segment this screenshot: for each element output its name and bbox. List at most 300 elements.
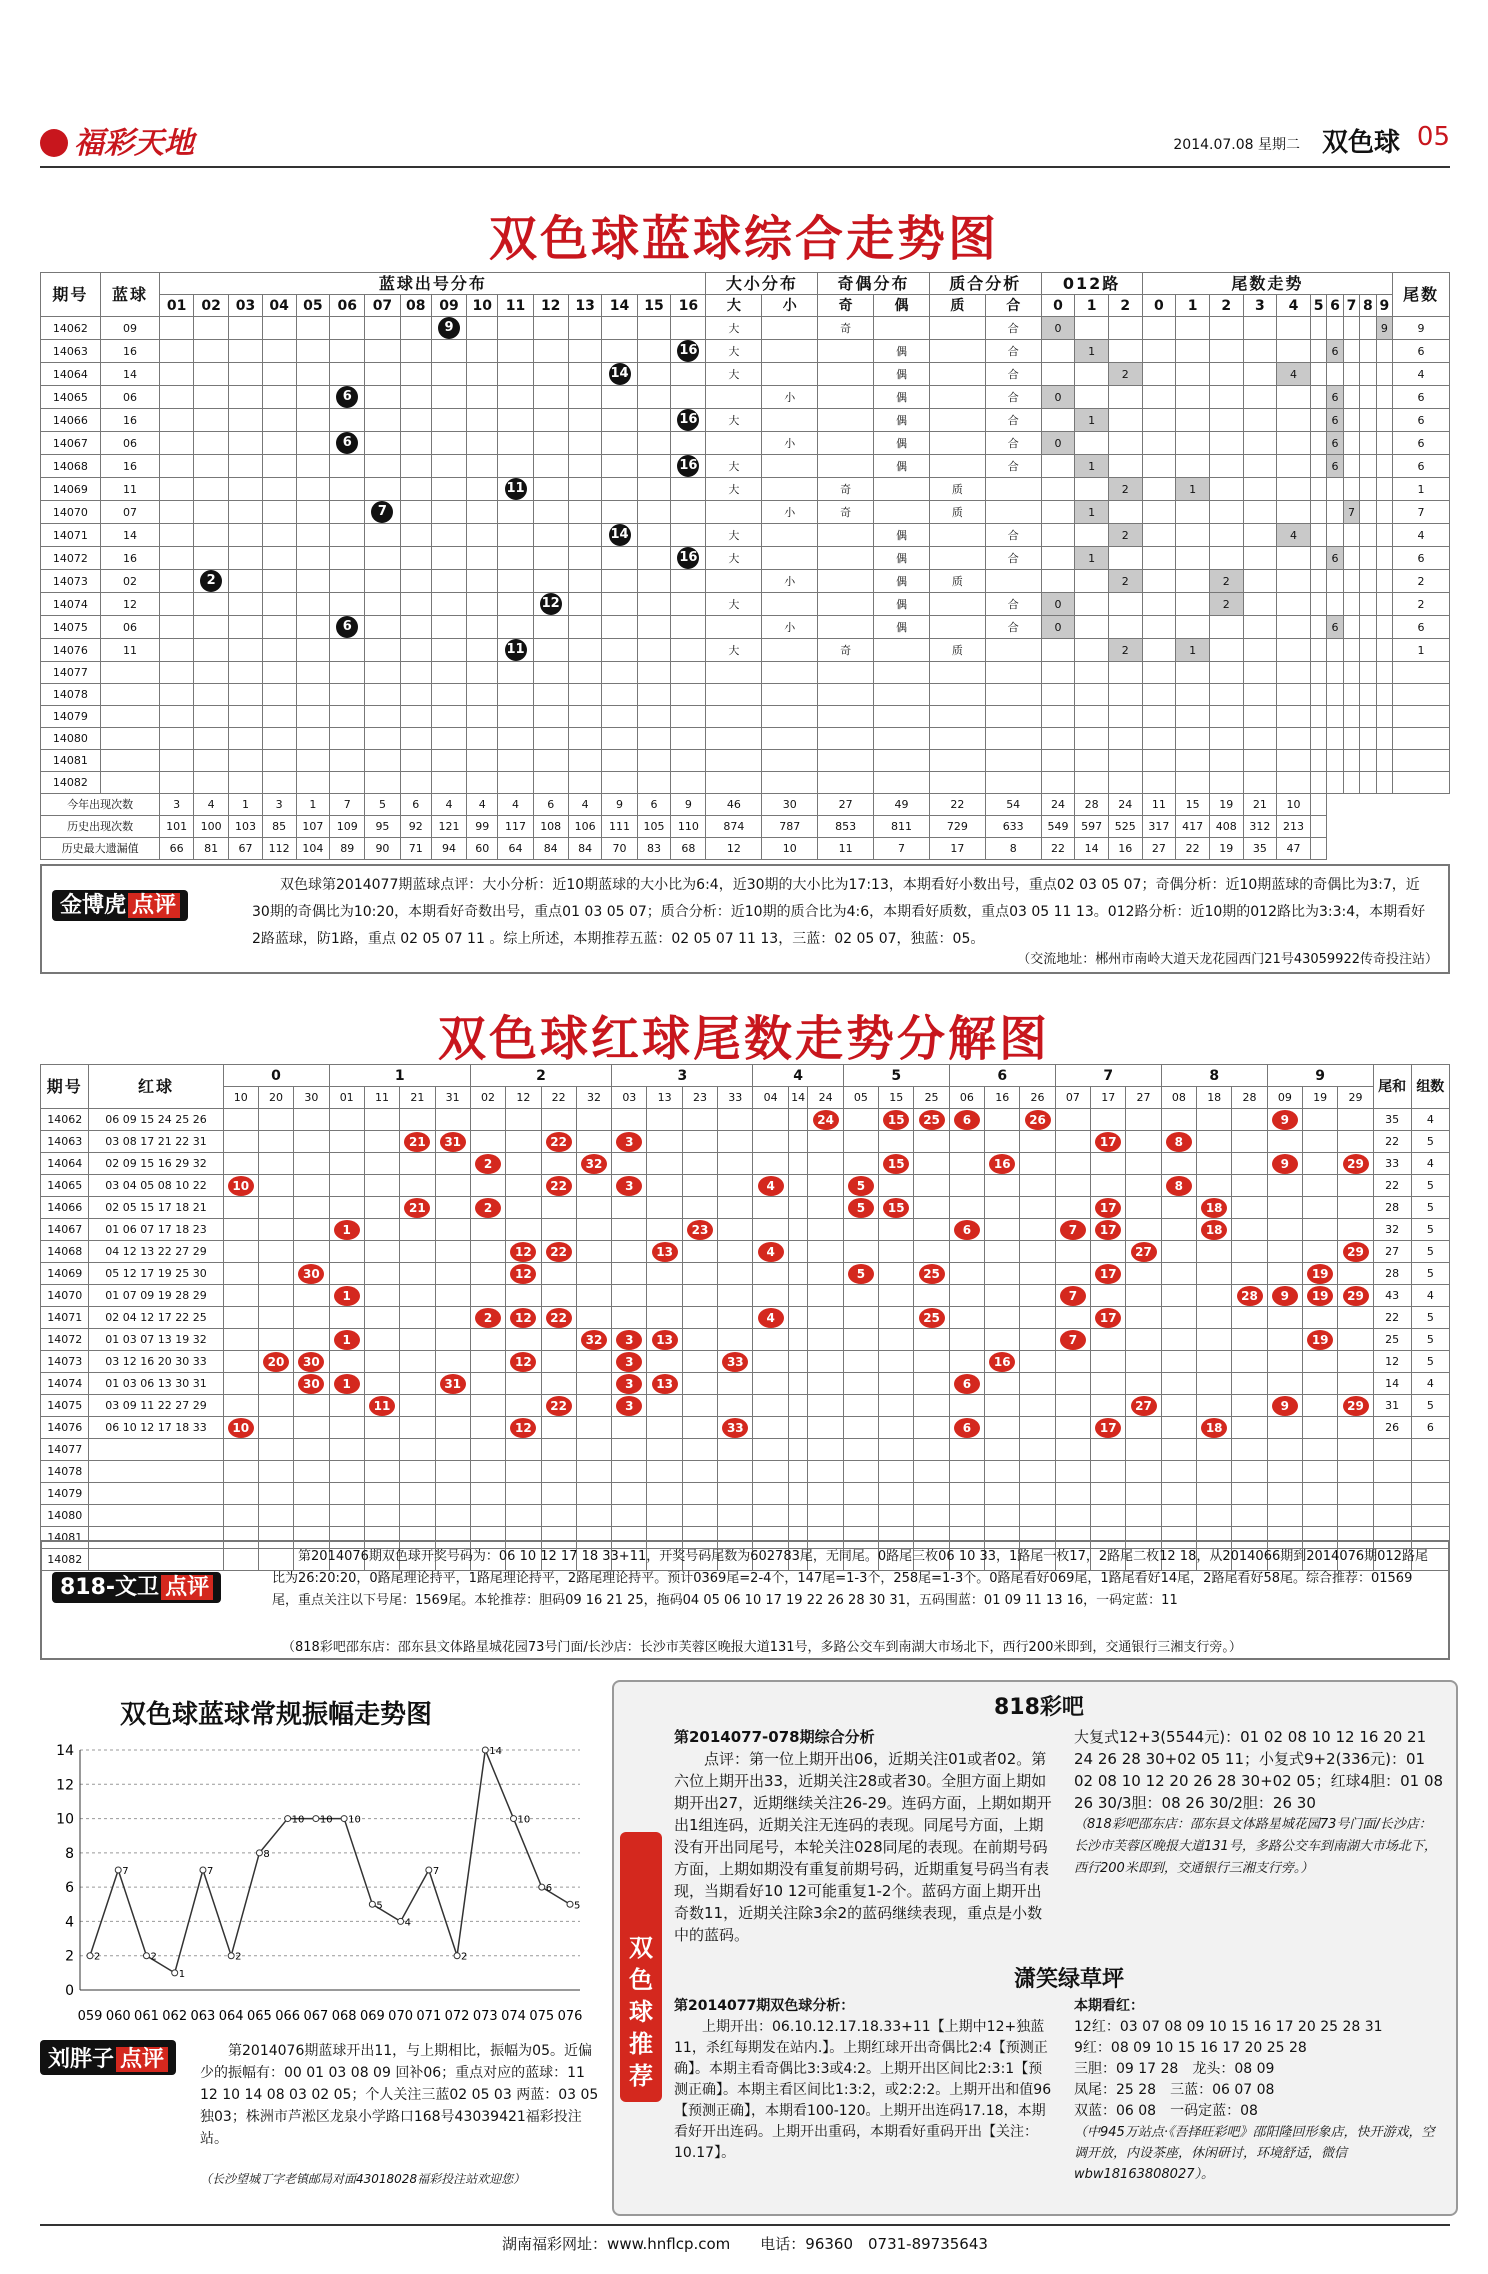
analysis-text: 点评：第一位上期开出06，近期关注01或者02。第六位上期开出33，近期关注28或者30。全胆方面上期如期开出27，近期继续关注26-29。连码方面，上期如期开出1组连码，近期关注无连码的表现。同尾号方面，上期没有开出同尾号，本轮关注028同尾的表现。在前期号码方面，上期如期没有重复前期号码，近期重复号码当有表现，当期看好10 12可能重复1-2个。蓝码方面上期开出奇数11，近期关注除3余2的蓝码继续表现，重点是小数中的蓝码。 <box>674 1750 1052 1944</box>
tail-cell <box>612 1417 647 1439</box>
hit-ball: 6 <box>336 616 358 638</box>
empty-cell <box>1277 684 1311 706</box>
col-header-size: 大小分布 <box>706 273 818 295</box>
red-ball: 17 <box>1095 1198 1121 1218</box>
road-cell <box>1041 409 1075 432</box>
size-cell: 小 <box>762 570 818 593</box>
red-ball: 30 <box>298 1264 324 1284</box>
tail-cell <box>1197 1131 1232 1153</box>
dist-cell <box>262 409 296 432</box>
tail-cell <box>1209 501 1243 524</box>
empty-cell <box>818 750 874 772</box>
dist-cell <box>671 570 706 593</box>
tail-cell <box>400 1131 435 1153</box>
dist-cell <box>400 706 431 728</box>
tail-cell <box>1303 1329 1338 1351</box>
tail-cell <box>364 1131 399 1153</box>
group-header: 6 <box>949 1065 1055 1087</box>
tail-cell <box>1267 1241 1302 1263</box>
dist-cell <box>229 547 263 570</box>
issue-cell: 14062 <box>41 317 101 340</box>
tail-cell <box>258 1483 293 1505</box>
tail-cell <box>576 1439 611 1461</box>
tail-cell <box>1310 501 1326 524</box>
tail-cell <box>294 1131 329 1153</box>
issue-cell: 14075 <box>41 1395 89 1417</box>
tail-cell <box>914 1285 949 1307</box>
dist-cell <box>602 340 637 363</box>
tail-cell <box>1277 547 1311 570</box>
tail-cell <box>647 1109 682 1131</box>
red-ball: 22 <box>546 1308 572 1328</box>
tail-cell <box>1197 1417 1232 1439</box>
stat-cell: 6 <box>400 794 431 816</box>
tail-cell <box>506 1351 541 1373</box>
issue-cell: 14066 <box>41 1197 89 1219</box>
dist-cell <box>194 432 229 455</box>
tail-cell <box>718 1197 753 1219</box>
red-balls-cell <box>89 1483 223 1505</box>
dist-cell <box>637 616 671 639</box>
tail-cell <box>1232 1395 1267 1417</box>
tail-cell <box>1091 1263 1126 1285</box>
stat-cell: 108 <box>533 816 568 838</box>
data-point <box>426 1867 432 1873</box>
empty-cell <box>1360 706 1376 728</box>
road-cell: 2 <box>1108 478 1142 501</box>
tail-cell <box>1176 409 1210 432</box>
hit-ball: 16 <box>677 547 699 569</box>
dist-cell <box>365 728 400 750</box>
dist-cell <box>467 684 498 706</box>
tail-cell <box>1310 363 1326 386</box>
tail-cell <box>223 1373 258 1395</box>
tail-cell <box>985 1263 1020 1285</box>
tail-cell <box>1232 1175 1267 1197</box>
tail-cell <box>1376 547 1392 570</box>
x-tick-label: 076 <box>557 2009 583 2024</box>
y-tick-label: 8 <box>65 1845 74 1862</box>
stat-cell: 4 <box>498 794 533 816</box>
tail-sum-cell: 27 <box>1373 1241 1411 1263</box>
oe-cell: 偶 <box>874 547 930 570</box>
dist-cell <box>296 616 330 639</box>
tail-cell <box>1232 1153 1267 1175</box>
dist-cell <box>296 639 330 662</box>
red-balls-cell: 03 12 16 20 30 33 <box>89 1351 223 1373</box>
dist-cell <box>160 524 194 547</box>
pc-cell: 合 <box>985 386 1041 409</box>
tail-cell <box>1055 1351 1090 1373</box>
tail-num-cell: 6 <box>1393 616 1450 639</box>
tail-cell <box>788 1131 808 1153</box>
red-ball: 1 <box>334 1374 360 1394</box>
tail-cell <box>1055 1153 1090 1175</box>
tail-cell <box>576 1153 611 1175</box>
dist-cell <box>229 386 263 409</box>
sub-header: 小 <box>762 295 818 317</box>
dist-cell <box>296 706 330 728</box>
tail-sum-cell: 22 <box>1373 1131 1411 1153</box>
comment-box-2 <box>40 1540 1450 1660</box>
tail-cell <box>1126 1241 1161 1263</box>
commentator-badge-3: 刘胖子 点评 <box>40 2040 176 2075</box>
data-point <box>200 1867 206 1873</box>
road-cell <box>1108 317 1142 340</box>
size-cell <box>706 570 762 593</box>
blue-value-cell <box>100 706 160 728</box>
tail-cell <box>647 1439 682 1461</box>
oe-cell <box>874 639 930 662</box>
tail-cell <box>1267 1417 1302 1439</box>
dist-cell <box>568 409 602 432</box>
tail-cell <box>1277 593 1311 616</box>
dist-cell <box>431 706 466 728</box>
dist-cell <box>568 570 602 593</box>
tail-cell <box>1197 1395 1232 1417</box>
dist-cell <box>229 639 263 662</box>
stat-cell: 4 <box>467 794 498 816</box>
empty-cell <box>985 728 1041 750</box>
group-header: 2 <box>470 1065 611 1087</box>
tail-cell <box>682 1483 717 1505</box>
red-ball: 8 <box>1166 1132 1192 1152</box>
tail-cell <box>647 1153 682 1175</box>
dist-cell <box>330 501 365 524</box>
tail-cell <box>576 1263 611 1285</box>
tail-cell <box>258 1109 293 1131</box>
issue-row <box>41 662 1450 684</box>
size-cell <box>762 478 818 501</box>
dist-cell <box>498 593 533 616</box>
tail-cell <box>223 1153 258 1175</box>
tail-cell <box>1243 340 1277 363</box>
sub-header: 大 <box>706 295 762 317</box>
tail-cell <box>949 1439 984 1461</box>
stat-cell: 12 <box>706 838 762 860</box>
tail-cell <box>294 1505 329 1527</box>
dist-cell <box>262 662 296 684</box>
data-label: 7 <box>206 1866 214 1877</box>
tail-num-cell: 6 <box>1393 386 1450 409</box>
tail-cell <box>682 1439 717 1461</box>
empty-cell <box>1343 706 1359 728</box>
size-cell <box>706 432 762 455</box>
dist-cell <box>671 684 706 706</box>
tail-cell <box>985 1439 1020 1461</box>
red-ball: 19 <box>1307 1264 1333 1284</box>
tail-cell <box>1303 1307 1338 1329</box>
tail-cell <box>612 1373 647 1395</box>
analysis-title: 第2014077-078期综合分析 <box>674 1728 875 1746</box>
tail-cell <box>914 1505 949 1527</box>
tail-cell <box>1303 1153 1338 1175</box>
issue-row <box>41 1483 1450 1505</box>
dist-cell <box>296 728 330 750</box>
tail-cell <box>1020 1219 1055 1241</box>
road-cell <box>1108 432 1142 455</box>
dist-cell <box>330 455 365 478</box>
red-ball: 3 <box>616 1352 642 1372</box>
sub-header: 09 <box>1267 1087 1302 1109</box>
dist-cell <box>498 363 533 386</box>
dist-cell <box>671 547 706 570</box>
tail-cell <box>400 1175 435 1197</box>
tail-cell <box>364 1395 399 1417</box>
comment-text-3: 第2014076期蓝球开出11，与上期相比，振幅为05。近偏少的振幅有：00 01 03 08 09 回补06；重点对应的蓝球：11 12 10 14 08 03 02 05；个人关注三蓝02 05 03 两蓝：03 05 独03；株洲市芦淞区龙泉小学路口168号43039421福彩投注站。 <box>200 2043 599 2147</box>
dist-cell <box>467 639 498 662</box>
data-label: 5 <box>574 1900 581 1912</box>
blue-value-cell: 12 <box>100 593 160 616</box>
tail-cell <box>364 1505 399 1527</box>
tail-cell <box>1338 1197 1373 1219</box>
tail-cell <box>1327 639 1343 662</box>
tail-cell <box>914 1219 949 1241</box>
tail-cell <box>718 1373 753 1395</box>
stat-cell: 95 <box>365 816 400 838</box>
sub-header: 0 <box>1041 295 1075 317</box>
tail-cell <box>223 1329 258 1351</box>
tail-cell <box>788 1351 808 1373</box>
dist-cell <box>365 340 400 363</box>
issue-cell: 14073 <box>41 1351 89 1373</box>
data-label: 1 <box>178 1968 186 1980</box>
tail-cell <box>541 1109 576 1131</box>
issue-cell: 14064 <box>41 1153 89 1175</box>
tail-cell <box>223 1131 258 1153</box>
dist-cell <box>568 363 602 386</box>
tail-cell <box>1343 317 1359 340</box>
red-ball: 18 <box>1201 1418 1227 1438</box>
tail-cell <box>753 1219 788 1241</box>
empty-cell <box>1360 772 1376 794</box>
tail-cell <box>1343 386 1359 409</box>
tail-cell <box>1338 1307 1373 1329</box>
tail-num-cell: 6 <box>1393 340 1450 363</box>
tail-cell <box>879 1461 914 1483</box>
blue-value-cell: 14 <box>100 524 160 547</box>
tail-cell <box>1020 1109 1055 1131</box>
empty-cell <box>818 684 874 706</box>
dist-cell <box>365 501 400 524</box>
issue-date: 2014.07.08 星期二 <box>1173 137 1300 153</box>
stat-cell: 104 <box>296 838 330 860</box>
tail-cell <box>1209 639 1243 662</box>
dist-cell <box>637 432 671 455</box>
sub-header: 01 <box>329 1087 364 1109</box>
tail-cell <box>470 1285 505 1307</box>
red-balls-cell: 02 09 15 16 29 32 <box>89 1153 223 1175</box>
pc-cell <box>985 639 1041 662</box>
size-cell: 大 <box>706 363 762 386</box>
tail-cell <box>400 1241 435 1263</box>
dist-cell <box>671 593 706 616</box>
dist-cell <box>296 432 330 455</box>
stat-cell: 81 <box>194 838 229 860</box>
road-cell: 2 <box>1108 570 1142 593</box>
empty-cell <box>1393 662 1450 684</box>
red-ball: 17 <box>1095 1308 1121 1328</box>
dist-cell <box>365 706 400 728</box>
tail-cell <box>788 1285 808 1307</box>
tail-sum-cell <box>1373 1505 1411 1527</box>
dist-cell <box>467 501 498 524</box>
tail-cell <box>1243 570 1277 593</box>
oe-cell <box>818 524 874 547</box>
tail-cell <box>788 1461 808 1483</box>
stat-row <box>41 838 1450 860</box>
tail-cell <box>1126 1263 1161 1285</box>
tail-cell <box>718 1439 753 1461</box>
tail-cell <box>1338 1439 1373 1461</box>
tail-cell <box>1376 639 1392 662</box>
stat-label: 今年出现次数 <box>41 794 160 816</box>
tail-cell <box>612 1461 647 1483</box>
group-count-cell: 5 <box>1411 1175 1449 1197</box>
sub-header: 07 <box>1055 1087 1090 1109</box>
empty-cell <box>1343 772 1359 794</box>
dist-cell <box>431 750 466 772</box>
tail-cell <box>223 1241 258 1263</box>
dist-cell <box>533 706 568 728</box>
tail-cell <box>1020 1285 1055 1307</box>
tail-cell <box>364 1461 399 1483</box>
tail-cell <box>329 1175 364 1197</box>
empty-cell <box>1310 662 1326 684</box>
empty-cell <box>1142 750 1176 772</box>
issue-cell: 14068 <box>41 1241 89 1263</box>
tail-cell <box>753 1109 788 1131</box>
empty-cell <box>1176 662 1210 684</box>
tail-cell <box>506 1505 541 1527</box>
dist-cell <box>602 570 637 593</box>
red-balls-cell <box>89 1461 223 1483</box>
dist-cell <box>194 317 229 340</box>
dist-cell <box>533 432 568 455</box>
red-ball: 18 <box>1201 1220 1227 1240</box>
issue-row <box>41 1417 1450 1439</box>
dist-cell <box>296 340 330 363</box>
x-tick-label: 066 <box>275 2009 301 2024</box>
blue-value-cell: 16 <box>100 455 160 478</box>
stat-cell: 10 <box>1277 794 1311 816</box>
tail-cell <box>788 1219 808 1241</box>
tail-cell <box>364 1197 399 1219</box>
tail-cell <box>879 1285 914 1307</box>
tail-cell <box>400 1373 435 1395</box>
tail-cell <box>400 1263 435 1285</box>
dist-cell <box>671 662 706 684</box>
amp-chart-title: 双色球蓝球常规振幅走势图 <box>120 1700 433 1730</box>
issue-cell: 14077 <box>41 1439 89 1461</box>
dist-cell <box>568 432 602 455</box>
empty-cell <box>1277 772 1311 794</box>
tail-cell <box>1091 1483 1126 1505</box>
dist-cell <box>365 478 400 501</box>
dist-cell <box>671 432 706 455</box>
tail-header: 0 <box>1142 295 1176 317</box>
dist-cell <box>568 317 602 340</box>
tail-cell <box>435 1263 470 1285</box>
dist-cell <box>296 662 330 684</box>
issue-row <box>41 1461 1450 1483</box>
stat-cell: 6 <box>637 794 671 816</box>
oe-cell: 偶 <box>874 340 930 363</box>
hit-ball: 9 <box>438 317 460 339</box>
hit-ball: 7 <box>371 501 393 523</box>
issue-row <box>41 340 1450 363</box>
tail-cell <box>435 1483 470 1505</box>
dist-cell <box>160 750 194 772</box>
red-ball: 17 <box>1095 1264 1121 1284</box>
tail-cell <box>223 1109 258 1131</box>
hit-ball: 16 <box>677 455 699 477</box>
tail-cell <box>1338 1351 1373 1373</box>
tail-cell <box>879 1329 914 1351</box>
tail-cell <box>541 1461 576 1483</box>
empty-cell <box>1176 706 1210 728</box>
stat-cell: 105 <box>637 816 671 838</box>
road-cell: 0 <box>1041 386 1075 409</box>
oe-cell <box>818 547 874 570</box>
tail-cell <box>1327 593 1343 616</box>
red-chart-title: 双色球红球尾数走势分解图 <box>437 1011 1050 1067</box>
tail-cell <box>1126 1153 1161 1175</box>
road-cell: 1 <box>1075 409 1109 432</box>
dist-cell <box>365 570 400 593</box>
red-ball: 25 <box>919 1308 945 1328</box>
stat-cell: 64 <box>498 838 533 860</box>
tail-cell <box>1243 501 1277 524</box>
tail-cell <box>1338 1131 1373 1153</box>
tail-cell <box>753 1285 788 1307</box>
dist-cell <box>194 684 229 706</box>
tail-cell <box>258 1175 293 1197</box>
oe-cell: 奇 <box>818 501 874 524</box>
tail-cell <box>435 1505 470 1527</box>
blue-value-cell: 06 <box>100 616 160 639</box>
tail-cell <box>1376 409 1392 432</box>
dist-cell <box>365 524 400 547</box>
dist-cell <box>194 750 229 772</box>
tail-cell <box>843 1109 878 1131</box>
tail-cell <box>914 1307 949 1329</box>
tail-cell <box>914 1395 949 1417</box>
tail-cell <box>1303 1417 1338 1439</box>
tail-cell <box>718 1175 753 1197</box>
road-cell: 0 <box>1041 317 1075 340</box>
comment-address: （818彩吧邵东店：邵东县文体路星城花园73号门面/长沙店：长沙市芙蓉区晚报大道131号，多路公交车到南湖大市场北下，西行200米即到，交通银行三湘支行旁。） <box>282 1640 1242 1655</box>
dist-cell <box>262 750 296 772</box>
tail-cell <box>1327 363 1343 386</box>
tail-cell <box>1303 1351 1338 1373</box>
dist-cell <box>533 547 568 570</box>
dist-cell <box>262 455 296 478</box>
dist-cell <box>400 593 431 616</box>
stat-cell: 83 <box>637 838 671 860</box>
tail-cell <box>1197 1197 1232 1219</box>
dist-cell <box>431 409 466 432</box>
empty-cell <box>1376 706 1392 728</box>
dist-cell <box>533 570 568 593</box>
tail-cell <box>576 1241 611 1263</box>
empty-cell <box>1041 684 1075 706</box>
tail-cell <box>1142 501 1176 524</box>
dist-cell <box>229 750 263 772</box>
tail-cell <box>1176 455 1210 478</box>
dist-cell <box>498 547 533 570</box>
dist-cell <box>330 616 365 639</box>
